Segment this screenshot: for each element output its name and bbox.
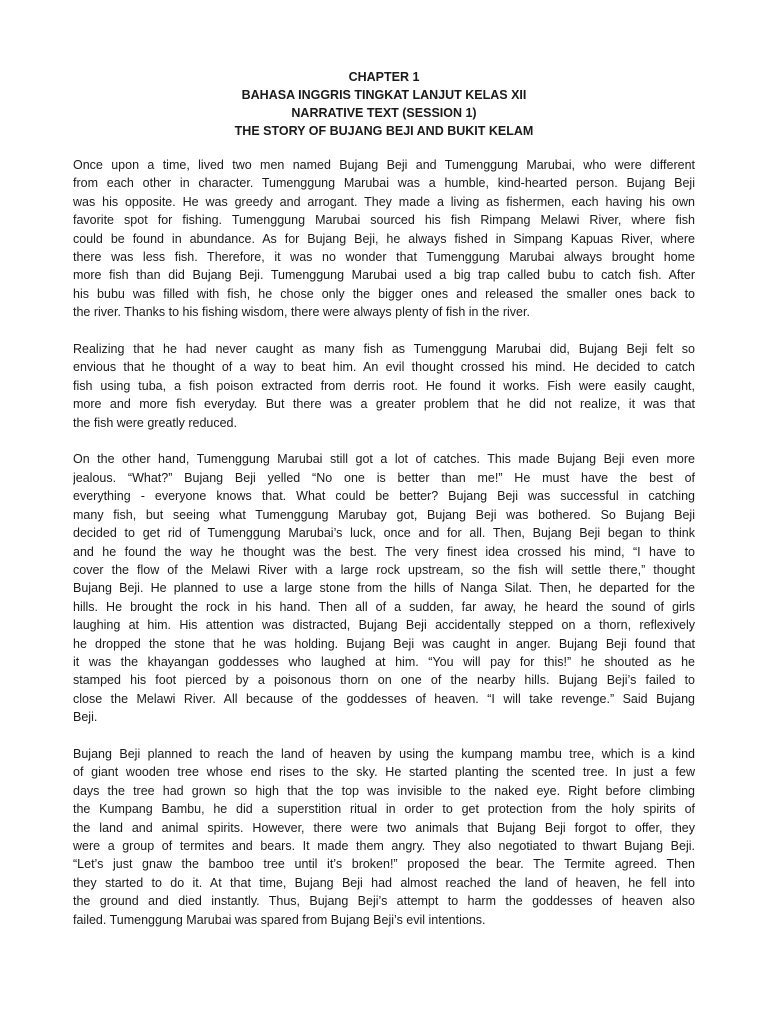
paragraph-line: jealous. “What?” Bujang Beji yelled “No one is better than me!” He must have the best of [73,470,695,485]
paragraph-line: and he found the way he thought was the best. The very finest idea crossed his mind, “I have to [73,544,695,559]
paragraph-line: he dropped the stone that he was holding. Bujang Beji was caught in anger. Bujang Beji found that [73,636,695,651]
paragraph-line: close the Melawi River. All because of the goddesses of heaven. “I will take revenge.” Said Bujang [73,691,695,706]
paragraph-line: the river. Thanks to his fishing wisdom, there were always plenty of fish in the river. [73,305,530,320]
paragraph-line: more fish than did Bujang Beji. Tumenggung Marubai used a big trap called bubu to catch fish. After [73,268,695,283]
paragraph-line: Realizing that he had never caught as many fish as Tumenggung Marubai did, Bujang Beji felt so [73,342,695,357]
chapter-title: CHAPTER 1 [348,70,420,84]
paragraph-line: everything - everyone knows that. What could be better? Bujang Beji was successful in catching [73,489,695,504]
paragraph-line: Once upon a time, lived two men named Bujang Beji and Tumenggung Marubai, who were different [73,158,695,172]
paragraph-line: there was less fish. Therefore, it was no wonder that Tumenggung Marubai always brought home [73,250,695,265]
paragraph-line: could be found in abundance. As for Bujang Beji, he always fished in Simpang Kapuas River, where [73,231,695,246]
paragraph-line: they started to do it. At that time, Bujang Beji had almost reached the land of heaven, he fell into [73,875,695,890]
paragraph-line: his bubu was filled with fish, he chose only the bigger ones and released the smaller ones back to [73,286,695,301]
paragraph-line: envious that he thought of a way to beat him. An evil thought crossed his mind. He decided to catch [73,360,695,375]
paragraph-line: laughing at him. His attention was distracted, Bujang Beji accidentally stepped on a thorn, reflexively [73,618,695,633]
paragraph-line: hills. He brought the rock in his hand. Then all of a sudden, far away, he heard the sound of girls [73,599,695,614]
paragraph-line: of giant wooden tree whose end rises to the sky. He started planting the scented tree. In just a few [73,765,695,780]
paragraph-line: the fish were greatly reduced. [73,415,237,430]
paragraph-line: fish using tuba, a fish poison extracted from derris root. He found it works. Fish were easily caught, [73,378,695,393]
story-paragraph [73,745,695,929]
course-title: BAHASA INGGRIS TINGKAT LANJUT KELAS XII [241,88,527,102]
paragraph-line: was his opposite. He was greedy and arrogant. They made a living as fishermen, each having his own [73,194,695,209]
paragraph-line: the Kumpang Bambu, he did a superstition ritual in order to get protection from the holy spirits of [73,802,695,817]
paragraph-line: the land and animal spirits. However, there were two animals that Bujang Beji forgot to offer, they [73,820,695,835]
paragraph-line: the ground and died instantly. Thus, Bujang Beji’s attempt to harm the goddesses of heaven also [73,894,695,909]
paragraph-line: more and more fish everyday. But there was a greater problem that he did not realize, it was that [73,397,695,412]
paragraph-line: it was the khayangan goddesses who laughed at him. “You will pay for this!” he shouted as he [73,654,695,669]
paragraph-line: stamped his foot pierced by a poisonous thorn on one of the nearby hills. Bujang Beji’s failed to [73,673,695,688]
paragraph-line: favorite spot for fishing. Tumenggung Marubai sourced his fish Rimpang Melawi River, where fish [73,213,695,228]
paragraph-line: decided to get rid of Tumenggung Marubai’s luck, once and for all. Then, Bujang Beji began to think [73,526,695,541]
paragraph-line: from each other in character. Tumenggung Marubai was a humble, kind-hearted person. Bujang Beji [73,176,695,191]
session-title: NARRATIVE TEXT (SESSION 1) [291,106,477,120]
paragraph-line: “Let’s just gnaw the bamboo tree until it’s broken!” proposed the bear. The Termite agreed. Then [73,857,695,872]
paragraph-line: were a group of termites and bears. It made them angry. They also negotiated to thwart Bujang Beji. [73,838,695,853]
story-paragraph [73,340,695,432]
paragraph-line: failed. Tumenggung Marubai was spared from Bujang Beji’s evil intentions. [73,912,486,927]
story-title: THE STORY OF BUJANG BEJI AND BUKIT KELAM [234,124,534,138]
paragraph-line: Bujang Beji. He planned to use a large stone from the hills of Nanga Silat. Then, he departed for the [73,581,695,596]
document-heading [0,68,768,140]
paragraph-line: many fish, but seeing what Tumenggung Marubay got, Bujang Beji was bothered. So Bujang Beji [73,507,695,522]
paragraph-line: Beji. [73,710,98,725]
paragraph-line: Bujang Beji planned to reach the land of heaven by using the kumpang mambu tree, which is a kind [73,746,695,761]
paragraph-line: days the tree had grown so high that the top was invisible to the naked eye. Right before climbing [73,783,695,798]
story-body [73,156,695,947]
story-paragraph [73,450,695,726]
story-paragraph [73,156,695,322]
paragraph-line: cover the flow of the Melawi River with a large rock upstream, so the fish will settle there,” thought [73,562,695,577]
paragraph-line: On the other hand, Tumenggung Marubai still got a lot of catches. This made Bujang Beji even more [73,452,695,467]
